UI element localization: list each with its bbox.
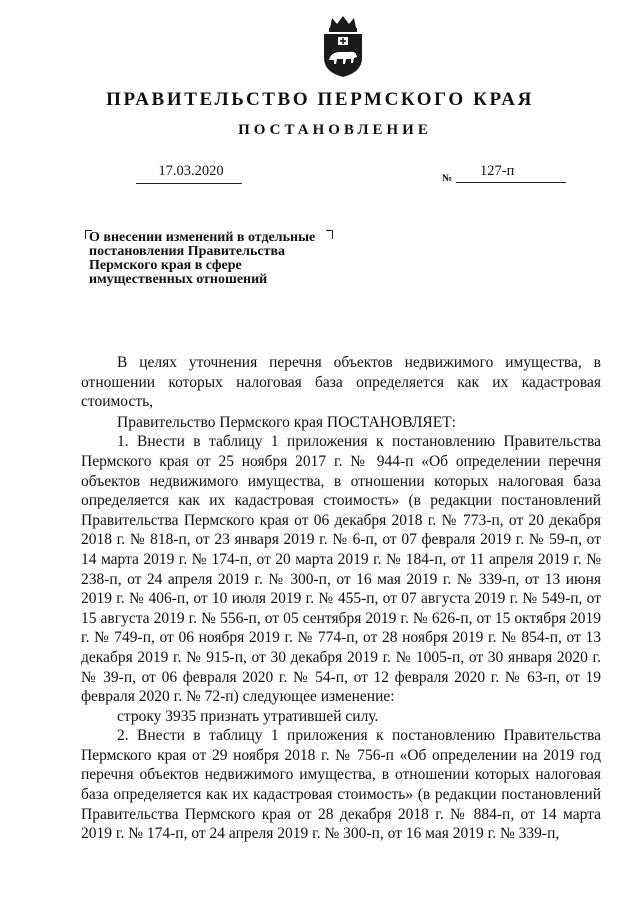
item-1-change-paragraph: строку 3935 признать утратившей силу. [117,707,379,725]
government-title: ПРАВИТЕЛЬСТВО ПЕРМСКОГО КРАЯ [106,89,534,110]
date-field [136,163,242,184]
preamble-paragraph: В целях уточнения перечня объектов недвижимого имущества, в отношении которых налоговая база определяется как их кадастровая стоимость, [81,354,601,411]
item-2-paragraph: 2. Внести в таблицу 1 приложения к постановлению Правительства Пермского края от 29 ноября 2018 г. № 756-п «Об определении на 2019 год перечня объектов недвижимого имущества, в отношении которых налоговая база определяется как их кадастровая стоимость» (в редакции постановлений Правительства Пермского края от 28 декабря 2018 г. № 884-п, от 14 марта 2019 г. № 174-п, от 24 апреля 2019 г. № 300-п, от 16 мая 2019 г. № 339-п, [81,727,601,843]
date-underline [136,183,242,184]
document-subject [89,231,359,287]
document-date: 17.03.2020 [158,163,224,179]
subject-line: Пермского края в сфере [89,258,242,273]
number-sign: № [442,173,453,184]
subject-line: имущественных отношений [89,272,268,287]
subject-line: О внесении изменений в отдельные [89,230,316,245]
document-body [81,353,601,844]
number-underline [456,182,566,183]
item-1-paragraph: 1. Внести в таблицу 1 приложения к постановлению Правительства Пермского края от 25 ноября 2017 г. № 944-п «Об определении перечня объектов недвижимого имущества, в отношении которых налоговая база определяется как их кадастровая стоимость» (в редакции постановлений Правительства Пермского края от 06 декабря 2018 г. № 773-п, от 20 декабря 2018 г. № 818-п, от 23 января 2019 г. № 6-п, от 07 февраля 2019 г. № 59-п, от 14 марта 2019 г. № 174-п, от 20 марта 2019 г. № 184-п, от 11 апреля 2019 г. № 238-п, от 24 апреля 2019 г. № 300-п, от 16 мая 2019 г. № 339-п, от 13 июня 2019 г. № 406-п, от 10 июля 2019 г. № 455-п, от 07 августа 2019 г. № 549-п, от 15 августа 2019 г. № 556-п, от 05 сентября 2019 г. № 626-п, от 15 октября 2019 г. № 749-п, от 06 ноября 2019 г. № 774-п, от 28 ноября 2019 г. № 854-п, от 13 декабря 2019 г. № 915-п, от 30 декабря 2019 г. № 1005-п, от 30 января 2020 г. № 39-п, от 06 февраля 2020 г. № 54-п, от 12 февраля 2020 г. № 63-п, от 19 февраля 2020 г. № 72-п) следующее изменение: [81,433,601,706]
document-number: 127-п [480,163,515,179]
subject-line: постановления Правительства [89,244,285,259]
coat-of-arms-emblem [318,14,368,78]
document-type-heading: ПОСТАНОВЛЕНИЕ [238,122,432,138]
resolve-paragraph: Правительство Пермского края ПОСТАНОВЛЯЕТ: [117,413,456,431]
